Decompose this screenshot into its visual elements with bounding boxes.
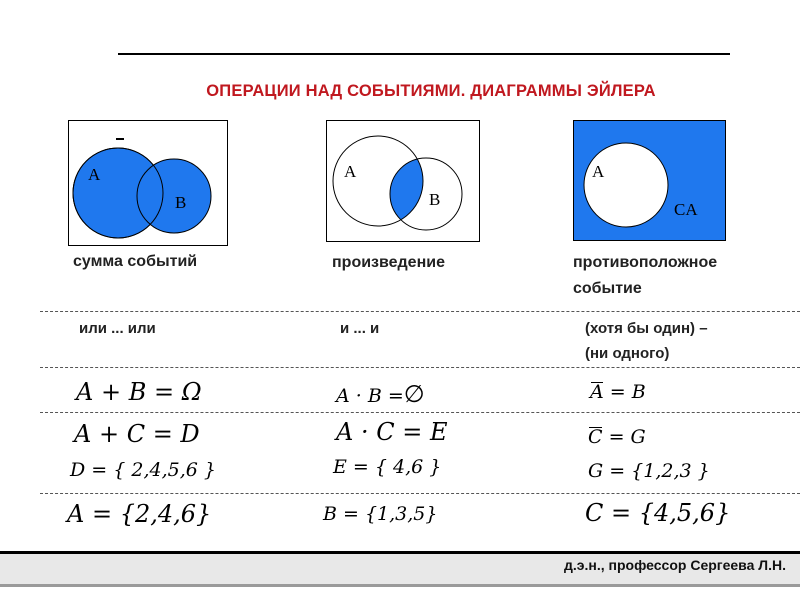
set-g-definition: G = {1,2,3 } [588,460,710,482]
divider [40,493,800,494]
complement-caption-line2: событие [573,280,642,297]
complement-formula-2-rest: = G [602,426,646,448]
intersection-diagram [326,120,480,242]
union-connective: или ... или [79,320,156,337]
set-e-definition: E = { 4,6 } [333,456,442,478]
product-connective: и ... и [340,320,380,337]
intersection-label-b: B [429,190,441,209]
union-label-a: A [88,165,101,184]
complement-connective-line1: (хотя бы один) – [585,320,708,337]
divider [40,311,800,312]
product-formula-2: A · C = E [336,418,448,446]
page-title: ОПЕРАЦИИ НАД СОБЫТИЯМИ. ДИАГРАММЫ ЭЙЛЕРА [206,82,656,100]
union-formula-2: A + C = D [74,420,200,448]
complement-label-ca: CA [674,200,698,219]
union-label-b: B [175,193,187,212]
set-a-definition: A = {2,4,6} [67,500,212,528]
complement-connective-line2: (ни одного) [585,345,670,362]
complement-caption-line1: противоположное [573,254,718,271]
complement-formula [590,381,646,403]
product-formula [336,380,425,408]
empty-set-symbol: ∅ [403,380,425,408]
set-b-definition: B = {1,3,5} [323,503,438,525]
divider [40,412,800,413]
complement-diagram [573,120,726,241]
union-caption: сумма событий [73,253,198,270]
set-d-definition: D = { 2,4,5,6 } [70,459,216,481]
complement-formula-rest: = B [603,381,646,403]
complement-formula-2 [588,426,646,448]
complement-c-overline: C [588,426,603,448]
intersection-label-a: A [344,162,357,181]
union-diagram [68,120,228,246]
product-formula-lhs: A · B = [336,385,404,407]
author-credit: д.э.н., профессор Сергеева Л.Н. [564,557,786,573]
complement-a-overline: A [590,381,604,403]
top-rule [118,53,730,55]
divider [40,367,800,368]
set-c-definition: C = {4,5,6} [585,499,731,527]
union-formula: A + B = Ω [76,378,202,406]
intersection-caption: произведение [332,254,445,271]
complement-label-a: A [592,162,605,181]
